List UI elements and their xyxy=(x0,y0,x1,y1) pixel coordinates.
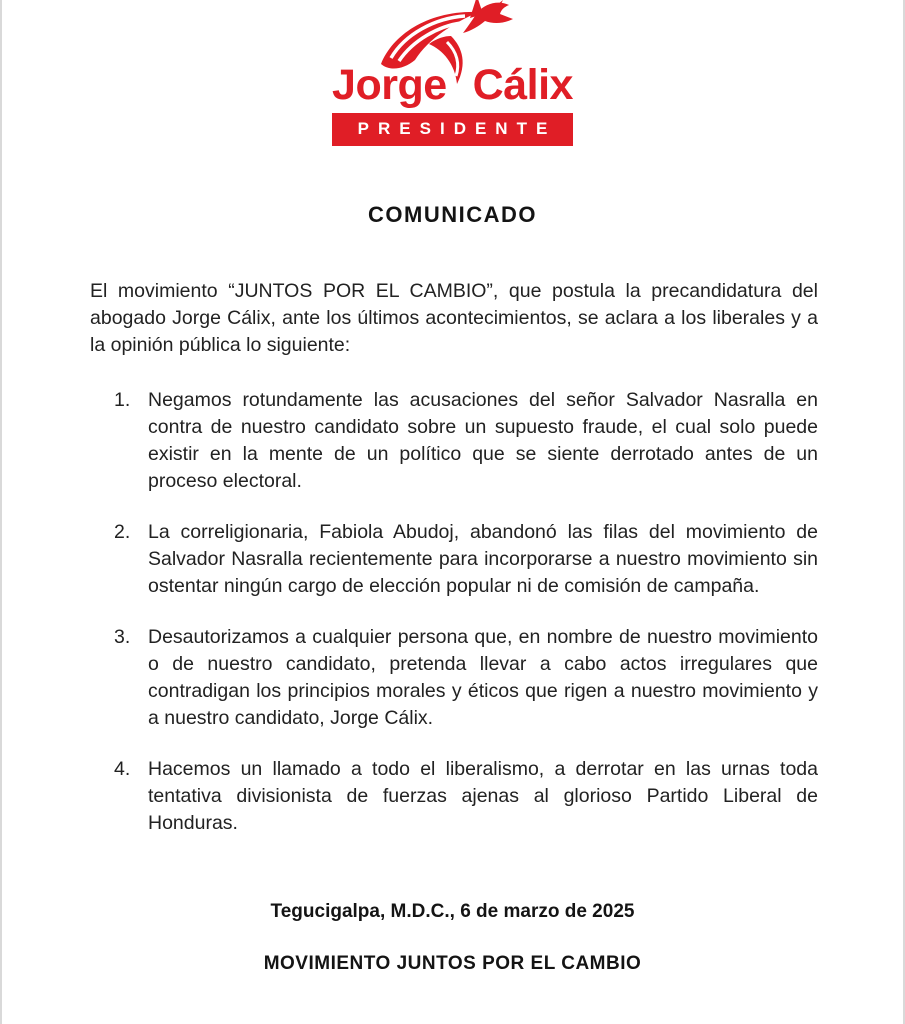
dateline: Tegucigalpa, M.D.C., 6 de marzo de 2025 xyxy=(270,900,635,922)
phoenix-logo-icon xyxy=(367,0,537,88)
list-item-text: La correligionaria, Fabiola Abudoj, abandonó las filas del movimiento de Salvador Nasralla recientemente para incorporarse a nuestro movimiento sin ostentar ningún cargo de elección popular ni de comisión de campaña. xyxy=(148,520,818,597)
list-item-text: Hacemos un llamado a todo el liberalismo, a derrotar en las urnas toda tentativa divisionista de fuerzas ajenas al glorioso Partido Liberal de Honduras. xyxy=(148,757,818,834)
intro-paragraph: El movimiento “JUNTOS POR EL CAMBIO”, que postula la precandidatura del abogado Jorge Cálix, ante los últimos acontecimientos, se aclara a los liberales y a la opinión pública lo siguiente: xyxy=(90,279,818,356)
list-item-text: Negamos rotundamente las acusaciones del señor Salvador Nasralla en contra de nuestro candidato sobre un supuesto fraude, el cual solo puede existir en la mente de un político que se siente derrotado antes de un proceso electoral. xyxy=(148,388,818,492)
list-item xyxy=(90,519,818,600)
list-item xyxy=(90,387,818,495)
list-item-number: 3. xyxy=(114,625,131,648)
signature-line: MOVIMIENTO JUNTOS POR EL CAMBIO xyxy=(263,952,642,974)
list-item-number: 1. xyxy=(114,388,131,411)
document-title: COMUNICADO xyxy=(368,201,537,227)
list-item-number: 2. xyxy=(114,520,131,543)
list-item xyxy=(90,756,818,837)
list-item xyxy=(90,624,818,732)
logo-last-name: Cálix xyxy=(472,61,573,109)
logo-banner: PRESIDENTE xyxy=(332,113,573,146)
list-item-number: 4. xyxy=(114,757,131,780)
document-body xyxy=(90,278,818,837)
campaign-logo xyxy=(2,0,903,146)
numbered-list xyxy=(90,387,818,837)
list-item-text: Desautorizamos a cualquier persona que, en nombre de nuestro movimiento o de nuestro candidato, pretenda llevar a cabo actos irregulares que contradigan los principios morales y éticos que rigen a nuestro movimiento y a nuestro candidato, Jorge Cálix. xyxy=(148,625,818,729)
campaign-logo-lockup xyxy=(332,30,573,146)
logo-first-name: Jorge xyxy=(332,61,447,109)
